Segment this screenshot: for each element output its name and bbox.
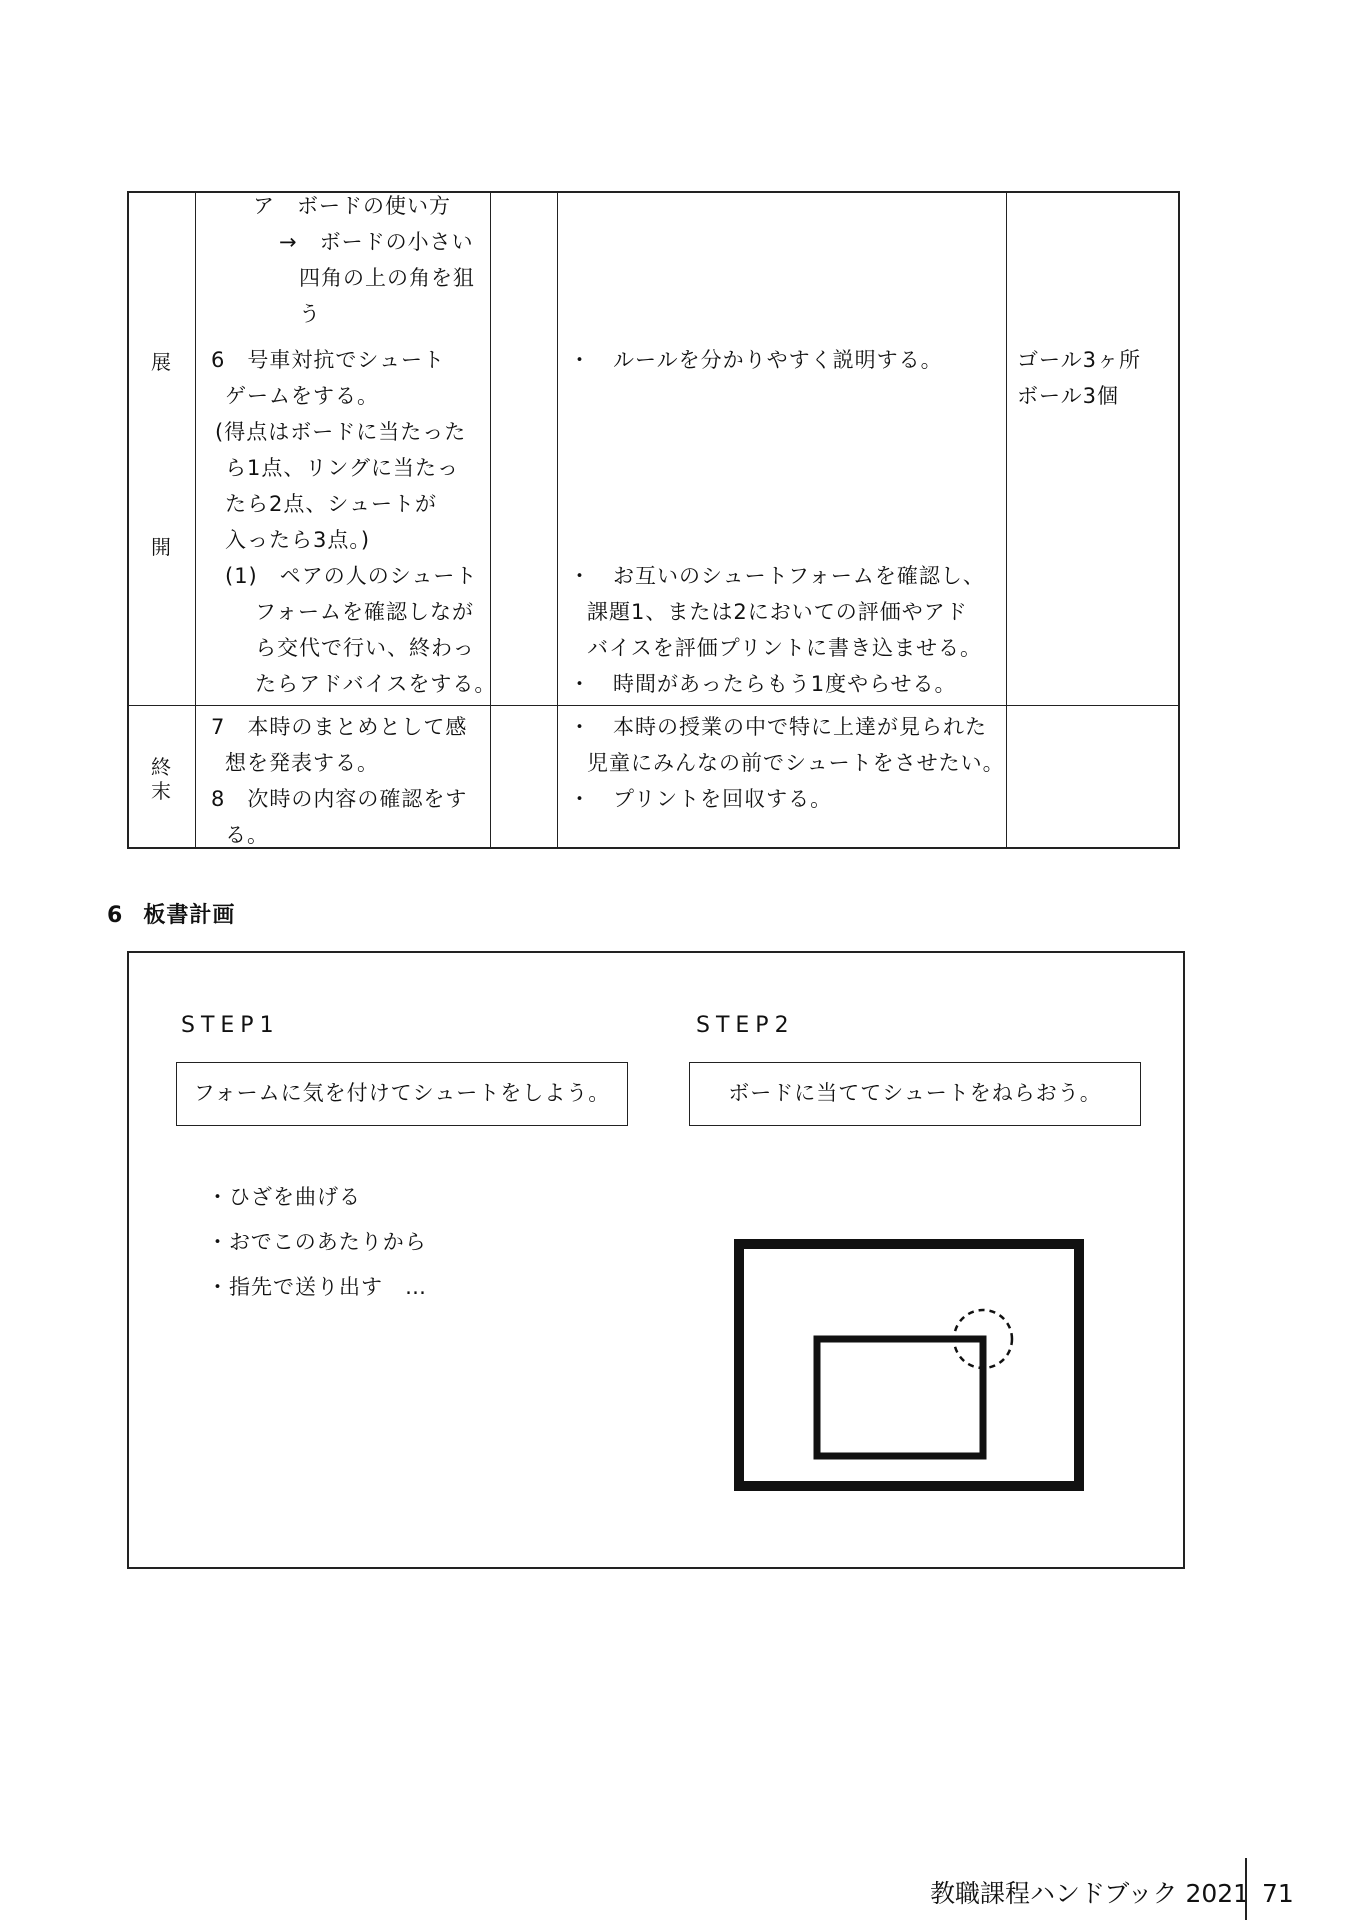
support-line: ・ プリントを回収する。 bbox=[569, 787, 833, 811]
step1-point: ・おでこのあたりから bbox=[207, 1230, 427, 1254]
footer-title: 教職課程ハンドブック 2021 bbox=[930, 1879, 1250, 1908]
phase-end-char-1: 終 bbox=[151, 755, 171, 779]
backboard-diagram bbox=[729, 1233, 1089, 1503]
phase-end-char-2: 末 bbox=[151, 779, 171, 803]
activity-line: ゲームをする。 bbox=[225, 384, 379, 408]
column-divider bbox=[490, 193, 491, 847]
phase-develop-char-2: 開 bbox=[151, 535, 171, 559]
activity-line: る。 bbox=[225, 823, 269, 847]
phase-develop-char-1: 展 bbox=[151, 350, 171, 374]
materials-line: ボール3個 bbox=[1017, 384, 1119, 408]
support-line: バイスを評価プリントに書き込ませる。 bbox=[587, 636, 982, 660]
support-line: ・ 時間があったらもう1度やらせる。 bbox=[569, 672, 957, 696]
activity-line: 7 本時のまとめとして感 bbox=[211, 715, 468, 739]
activity-line: ら交代で行い、終わっ bbox=[255, 636, 475, 660]
column-divider bbox=[557, 193, 558, 847]
step2-label: STEP2 bbox=[696, 1013, 795, 1038]
support-line: 児童にみんなの前でシュートをさせたい。 bbox=[587, 751, 1005, 775]
activity-line: 四角の上の角を狙 bbox=[299, 266, 475, 290]
activity-line: 入ったら3点。) bbox=[225, 528, 371, 552]
activity-line: ア ボードの使い方 bbox=[253, 194, 451, 218]
activity-line: 想を発表する。 bbox=[225, 751, 379, 775]
column-divider bbox=[195, 193, 196, 847]
activity-line: (得点はボードに当たった bbox=[215, 420, 467, 444]
step2-goal-box: ボードに当ててシュートをねらおう。 bbox=[689, 1062, 1141, 1126]
step1-goal-box: フォームに気を付けてシュートをしよう。 bbox=[176, 1062, 628, 1126]
support-line: ・ お互いのシュートフォームを確認し、 bbox=[569, 564, 985, 588]
support-line: ・ ルールを分かりやすく説明する。 bbox=[569, 348, 943, 372]
lesson-plan-table bbox=[127, 191, 1180, 849]
section-title: 板書計画 bbox=[143, 903, 236, 928]
section-number: 6 bbox=[107, 903, 124, 928]
step1-point: ・指先で送り出す … bbox=[207, 1275, 427, 1299]
support-line: ・ 本時の授業の中で特に上達が見られた bbox=[569, 715, 987, 739]
support-line: 課題1、または2においての評価やアド bbox=[587, 600, 968, 624]
board-plan bbox=[127, 951, 1185, 1569]
activity-line: 8 次時の内容の確認をす bbox=[211, 787, 468, 811]
step1-label: STEP1 bbox=[181, 1013, 280, 1038]
backboard-inner-square bbox=[817, 1339, 983, 1456]
activity-line: ら1点、リングに当たっ bbox=[225, 456, 459, 480]
row-divider bbox=[129, 705, 1178, 706]
activity-line: (1) ペアの人のシュート bbox=[225, 564, 478, 588]
activity-line: たら2点、シュートが bbox=[225, 492, 437, 516]
activity-line: たらアドバイスをする。 bbox=[255, 672, 497, 696]
section-heading bbox=[107, 898, 235, 929]
activity-line: → ボードの小さい bbox=[279, 230, 474, 254]
materials-line: ゴール3ヶ所 bbox=[1017, 348, 1141, 372]
footer-divider bbox=[1245, 1858, 1247, 1920]
column-divider bbox=[1006, 193, 1007, 847]
backboard-outer-square bbox=[739, 1244, 1079, 1486]
step1-point: ・ひざを曲げる bbox=[207, 1185, 361, 1209]
page-number: 71 bbox=[1262, 1879, 1294, 1908]
activity-line: う bbox=[299, 302, 321, 326]
activity-line: フォームを確認しなが bbox=[255, 600, 474, 624]
activity-line: 6 号車対抗でシュート bbox=[211, 348, 445, 372]
